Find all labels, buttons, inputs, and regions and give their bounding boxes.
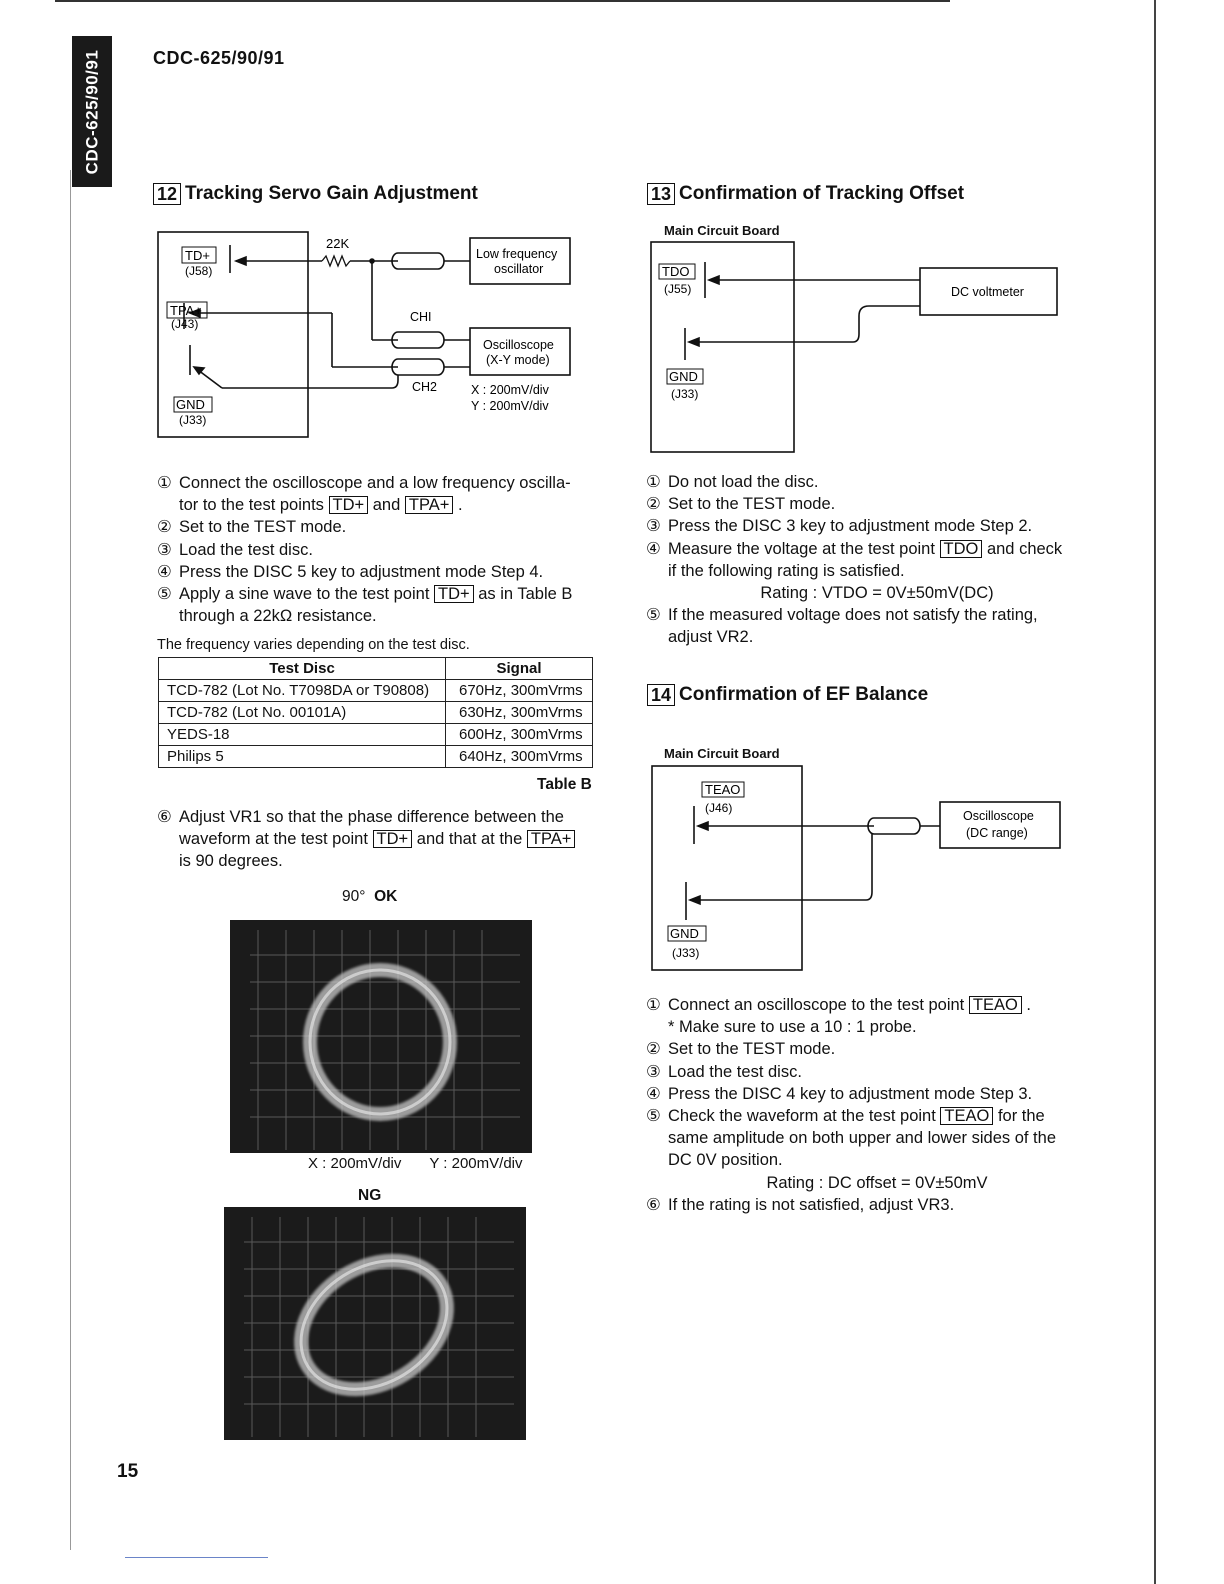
step-item bbox=[646, 538, 1086, 605]
table-cell: TCD-782 (Lot No. T7098DA or T90808) bbox=[159, 680, 446, 702]
step-item bbox=[646, 1194, 1086, 1216]
table-row bbox=[159, 746, 593, 768]
step-marker: ⑤ bbox=[157, 585, 172, 604]
board-label: Main Circuit Board bbox=[664, 746, 780, 761]
table-cell: 670Hz, 300mVrms bbox=[446, 680, 593, 702]
right-rule bbox=[1154, 0, 1156, 1584]
step-text: If the rating is not satisfied, adjust VR3. bbox=[668, 1195, 955, 1214]
frequency-note: The frequency varies depending on the test disc. bbox=[157, 637, 470, 653]
step-marker: ③ bbox=[646, 517, 661, 536]
step-marker: ⑥ bbox=[646, 1195, 661, 1214]
step-marker: ② bbox=[646, 1040, 661, 1059]
table-caption: Table B bbox=[537, 776, 592, 793]
oscillator-label-1: Low frequency bbox=[476, 247, 558, 261]
section-12-steps-cont bbox=[157, 806, 597, 873]
table-row bbox=[159, 724, 593, 746]
test-point-badge: TEAO bbox=[940, 1107, 993, 1125]
scope-ok-label bbox=[342, 888, 397, 906]
tp-label: TD+ bbox=[185, 248, 210, 263]
scope-ng-label: NG bbox=[358, 1187, 382, 1204]
step-item bbox=[157, 472, 597, 516]
step-item bbox=[646, 1083, 1086, 1105]
table-cell: Philips 5 bbox=[159, 746, 446, 768]
step-text: If the measured voltage does not satisfy the rating, bbox=[668, 606, 1038, 625]
step-marker: ② bbox=[646, 495, 661, 514]
side-tab bbox=[72, 36, 112, 187]
bottom-rule bbox=[125, 1557, 268, 1558]
table-cell: 630Hz, 300mVrms bbox=[446, 702, 593, 724]
section-title-text: Tracking Servo Gain Adjustment bbox=[185, 183, 478, 204]
step-text: if the following rating is satisfied. bbox=[668, 561, 905, 580]
scope-label-1: Oscilloscope bbox=[963, 809, 1034, 823]
step-text: for the bbox=[997, 1107, 1045, 1126]
tp-jack: (J55) bbox=[664, 282, 692, 296]
y-scale-label: Y : 200mV/div bbox=[471, 399, 549, 413]
step-item bbox=[157, 583, 597, 627]
rating-text: Rating : VTDO = 0V±50mV(DC) bbox=[760, 584, 994, 603]
oscillator-label-2: oscillator bbox=[494, 262, 544, 276]
step-text: . bbox=[457, 496, 463, 515]
tp-label: TEAO bbox=[705, 782, 741, 797]
step-item bbox=[646, 604, 1086, 648]
step-text: Press the DISC 5 key to adjustment mode Step 4. bbox=[179, 562, 544, 581]
scope-screen-ng bbox=[224, 1207, 526, 1440]
table-header-row bbox=[159, 658, 593, 680]
step-item bbox=[646, 471, 1086, 493]
step-text: Set to the TEST mode. bbox=[668, 495, 836, 514]
scope-x-scale: X : 200mV/div bbox=[308, 1155, 402, 1172]
step-text: Connect an oscilloscope to the test point bbox=[668, 996, 965, 1014]
test-point-badge: TDO bbox=[940, 540, 983, 558]
scope-label-2: (X-Y mode) bbox=[486, 353, 550, 367]
step-text: tor to the test points bbox=[179, 496, 324, 515]
voltmeter-label: DC voltmeter bbox=[951, 285, 1024, 299]
ef-balance-diagram bbox=[648, 764, 1068, 974]
left-rule bbox=[70, 170, 71, 1550]
step-text: Check the waveform at the test point bbox=[668, 1107, 936, 1126]
step-text: . bbox=[1026, 996, 1031, 1014]
gnd-jack: (J33) bbox=[672, 946, 700, 960]
test-point-badge: TD+ bbox=[434, 585, 474, 603]
section-13-title bbox=[647, 183, 964, 205]
section-number: 14 bbox=[647, 684, 675, 706]
step-text: Press the DISC 4 key to adjustment mode Step 3. bbox=[668, 1084, 1033, 1103]
model-header: CDC-625/90/91 bbox=[153, 48, 285, 68]
top-rule bbox=[55, 0, 950, 2]
step-text: Measure the voltage at the test point bbox=[668, 539, 935, 558]
section-number: 12 bbox=[153, 183, 181, 205]
tp-jack: (J58) bbox=[185, 264, 213, 278]
step-marker: ⑤ bbox=[646, 606, 661, 625]
step-marker: ③ bbox=[157, 540, 172, 559]
step-item bbox=[646, 1061, 1086, 1083]
step-text: DC 0V position. bbox=[668, 1151, 783, 1170]
table-cell: YEDS-18 bbox=[159, 724, 446, 746]
section-title-text: Confirmation of Tracking Offset bbox=[679, 183, 965, 204]
step-text: and bbox=[372, 496, 401, 515]
board-label: Main Circuit Board bbox=[664, 223, 780, 238]
x-scale-label: X : 200mV/div bbox=[471, 383, 549, 397]
gnd-label: GND bbox=[176, 397, 205, 412]
tracking-offset-diagram bbox=[645, 240, 1065, 455]
step-text: adjust VR2. bbox=[668, 628, 754, 647]
section-12-title bbox=[153, 183, 478, 205]
step-text: Set to the TEST mode. bbox=[179, 518, 347, 537]
tp-label: TDO bbox=[662, 264, 690, 279]
table-row bbox=[159, 702, 593, 724]
step-text: is 90 degrees. bbox=[179, 852, 283, 871]
step-text: Do not load the disc. bbox=[668, 473, 819, 491]
step-text: Set to the TEST mode. bbox=[668, 1040, 836, 1059]
step-item bbox=[157, 539, 597, 561]
section-14-title bbox=[647, 684, 928, 706]
scope-screen-ok bbox=[230, 920, 532, 1153]
scope-ok-text: OK bbox=[374, 888, 398, 905]
step-marker: ④ bbox=[157, 562, 172, 581]
test-point-badge: TPA+ bbox=[527, 830, 576, 848]
scope-y-scale: Y : 200mV/div bbox=[429, 1155, 523, 1172]
table-header: Test Disc bbox=[159, 658, 446, 680]
table-row bbox=[159, 680, 593, 702]
gnd-jack: (J33) bbox=[671, 387, 699, 401]
step-item bbox=[646, 994, 1086, 1038]
scope-label-2: (DC range) bbox=[966, 826, 1028, 840]
step-marker: ④ bbox=[646, 539, 661, 558]
table-b bbox=[158, 657, 593, 768]
table-cell: 640Hz, 300mVrms bbox=[446, 746, 593, 768]
ch2-label: CH2 bbox=[412, 380, 438, 394]
section-14-steps bbox=[646, 994, 1086, 1216]
tp-label: TPA+ bbox=[170, 303, 202, 318]
table-header: Signal bbox=[446, 658, 593, 680]
test-point-badge: TPA+ bbox=[405, 496, 454, 514]
ch1-label: CHI bbox=[410, 310, 432, 324]
step-text: through a 22kΩ resistance. bbox=[179, 607, 377, 626]
section-13-steps bbox=[646, 471, 1086, 649]
scope-scale bbox=[308, 1155, 537, 1172]
step-text: and check bbox=[986, 539, 1063, 558]
tp-jack: (J43) bbox=[171, 317, 199, 331]
step-text: same amplitude on both upper and lower sides of the bbox=[668, 1129, 1056, 1148]
step-marker: ① bbox=[157, 474, 172, 492]
step-item bbox=[646, 515, 1086, 537]
step-item bbox=[646, 493, 1086, 515]
step-text: and that at the bbox=[416, 830, 523, 849]
step-marker: ② bbox=[157, 518, 172, 537]
tp-jack: (J46) bbox=[705, 801, 733, 815]
test-point-badge: TEAO bbox=[969, 996, 1022, 1014]
step-item bbox=[646, 1038, 1086, 1060]
step-item bbox=[157, 516, 597, 538]
step-item bbox=[646, 1105, 1086, 1194]
step-text: Adjust VR1 so that the phase difference between the bbox=[179, 808, 564, 826]
gnd-label: GND bbox=[670, 926, 699, 941]
step-text: Press the DISC 3 key to adjustment mode Step 2. bbox=[668, 517, 1033, 536]
section-title-text: Confirmation of EF Balance bbox=[679, 684, 929, 705]
step-item bbox=[157, 561, 597, 583]
gnd-label: GND bbox=[669, 369, 698, 384]
test-point-badge: TD+ bbox=[329, 496, 369, 514]
step-item bbox=[157, 806, 597, 873]
step-note: * Make sure to use a 10 : 1 probe. bbox=[668, 1018, 917, 1037]
step-marker: ① bbox=[646, 473, 661, 491]
step-marker: ④ bbox=[646, 1084, 661, 1103]
section-number: 13 bbox=[647, 183, 675, 205]
step-marker: ③ bbox=[646, 1062, 661, 1081]
step-text: Connect the oscilloscope and a low frequency oscilla- bbox=[179, 474, 571, 492]
side-tab-label: CDC-625/90/91 bbox=[82, 49, 101, 174]
gnd-jack: (J33) bbox=[179, 413, 207, 427]
step-text: Apply a sine wave to the test point bbox=[179, 585, 430, 604]
page-number: 15 bbox=[117, 1461, 139, 1482]
table-cell: 600Hz, 300mVrms bbox=[446, 724, 593, 746]
step-text: waveform at the test point bbox=[179, 830, 368, 849]
scope-label-1: Oscilloscope bbox=[483, 338, 554, 352]
table-cell: TCD-782 (Lot No. 00101A) bbox=[159, 702, 446, 724]
step-text: Load the test disc. bbox=[668, 1062, 802, 1081]
tracking-servo-diagram bbox=[150, 225, 590, 445]
step-marker: ⑤ bbox=[646, 1107, 661, 1126]
step-text: as in Table B bbox=[478, 585, 573, 604]
test-point-badge: TD+ bbox=[373, 830, 413, 848]
section-12-steps bbox=[157, 472, 597, 627]
rating-text: Rating : DC offset = 0V±50mV bbox=[766, 1173, 988, 1192]
step-text: Load the test disc. bbox=[179, 540, 313, 559]
step-marker: ① bbox=[646, 996, 661, 1014]
scope-ok-angle: 90° bbox=[342, 888, 366, 905]
step-marker: ⑥ bbox=[157, 808, 172, 826]
resistor-label: 22K bbox=[326, 236, 350, 251]
